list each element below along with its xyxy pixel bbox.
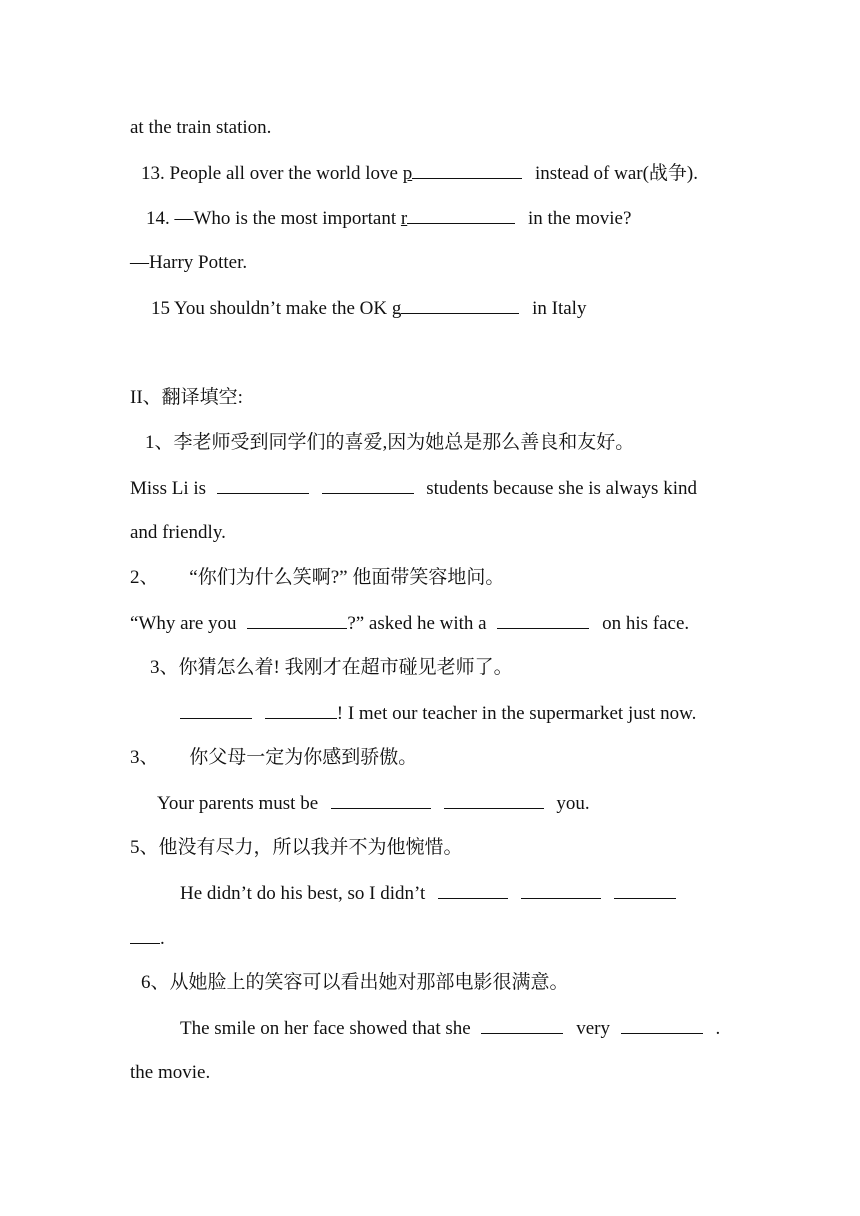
question-14 [146, 206, 631, 231]
question-14-text: 14. —Who is the most important [146, 208, 401, 229]
translation-5-blank-3[interactable] [614, 881, 676, 899]
translation-1-blank-1[interactable] [217, 476, 309, 494]
question-14-hint: r [400, 208, 408, 229]
translation-2-blank-2[interactable] [497, 611, 589, 629]
section-two-heading: II、翻译填空: [130, 387, 243, 408]
question-15-blank[interactable] [401, 296, 519, 314]
translation-6-blank-2[interactable] [621, 1016, 703, 1034]
translation-6-chinese: 6、从她脸上的笑容可以看出她对那部电影很满意。 [141, 972, 569, 993]
translation-4-number: 3、 [130, 747, 159, 768]
translation-2-end: on his face. [602, 613, 690, 634]
translation-4-chinese [130, 746, 417, 770]
translation-3-blank-1[interactable] [180, 701, 252, 719]
translation-1-continuation: and friendly. [130, 522, 226, 543]
question-14-blank[interactable] [407, 206, 515, 224]
translation-6-continuation: the movie. [130, 1062, 211, 1083]
translation-3-chinese: 3、你猜怎么着! 我刚才在超市碰见老师了。 [150, 657, 513, 678]
question-14-after: in the movie? [527, 208, 632, 229]
translation-5-continuation [130, 926, 165, 951]
translation-5-end: . [160, 928, 165, 949]
question-13 [141, 161, 698, 186]
translation-5-blank-1[interactable] [438, 881, 508, 899]
translation-1-start: Miss Li is [130, 478, 207, 499]
translation-1-chinese: 1、李老师受到同学们的喜爱,因为她总是那么善良和友好。 [145, 432, 635, 453]
translation-6-end: . [715, 1018, 721, 1039]
question-15-text: 15 You shouldn’t make the OK [151, 298, 392, 319]
translation-2-number: 2、 [130, 567, 159, 588]
translation-3-blank-2[interactable] [265, 701, 337, 719]
translation-3-end: ! I met our teacher in the supermarket just now. [336, 703, 697, 724]
translation-5-english [180, 881, 676, 906]
translation-2-blank-1[interactable] [247, 611, 347, 629]
translation-5-start: He didn’t do his best, so I didn’t [180, 883, 426, 904]
translation-1-mid: students because she is always kind [426, 478, 697, 499]
translation-4-end: you. [556, 793, 590, 814]
question-15 [151, 296, 586, 321]
question-13-blank[interactable] [412, 161, 522, 179]
translation-6-mid: very [576, 1018, 610, 1039]
question-14-answer: —Harry Potter. [130, 252, 248, 273]
translation-2-start: “Why are you [130, 613, 237, 634]
translation-6-english [180, 1016, 720, 1041]
translation-2-chinese-text: “你们为什么笑啊?” 他面带笑容地问。 [189, 567, 505, 588]
translation-4-english [157, 791, 590, 816]
translation-6-blank-1[interactable] [481, 1016, 563, 1034]
translation-2-chinese [130, 566, 504, 590]
question-15-hint: g [391, 298, 402, 319]
translation-5-blank-2[interactable] [521, 881, 601, 899]
translation-2-english [130, 611, 689, 636]
translation-4-start: Your parents must be [157, 793, 319, 814]
translation-3-english [180, 701, 696, 726]
translation-4-chinese-text: 你父母一定为你感到骄傲。 [189, 747, 418, 768]
translation-1-blank-2[interactable] [322, 476, 414, 494]
question-13-text: 13. People all over the world love [141, 163, 403, 184]
translation-6-start: The smile on her face showed that she [180, 1018, 471, 1039]
prev-question-continuation: at the train station. [130, 117, 272, 138]
translation-5-blank-4[interactable] [130, 926, 160, 944]
translation-2-mid: ?” asked he with a [347, 613, 487, 634]
translation-4-blank-2[interactable] [444, 791, 544, 809]
question-13-after: instead of war(战争). [534, 163, 698, 184]
translation-4-blank-1[interactable] [331, 791, 431, 809]
question-15-after: in Italy [532, 298, 587, 319]
question-13-hint: p [402, 163, 413, 184]
translation-1-english [130, 476, 697, 501]
translation-5-chinese: 5、他没有尽力，所以我并不为他惋惜。 [130, 837, 463, 858]
